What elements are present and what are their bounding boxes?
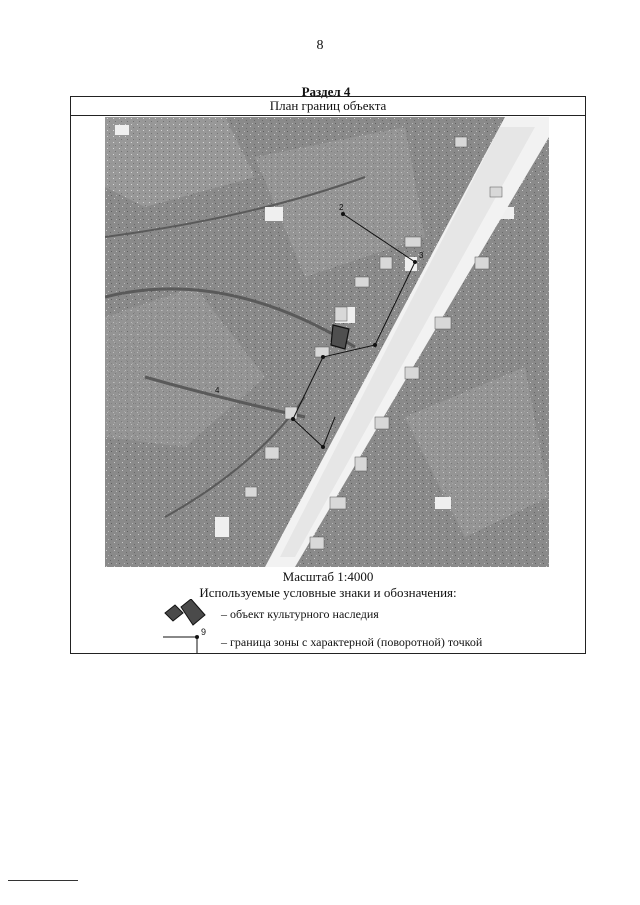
section-title: Раздел 4 <box>301 84 351 99</box>
legend-label-heritage: – объект культурного наследия <box>221 606 379 621</box>
boundary-map <box>105 117 549 567</box>
frame-header: План границ объекта <box>71 97 585 116</box>
legend-label-boundary: – граница зоны с характерной (поворотной) точкой <box>221 634 483 649</box>
footnote-divider <box>8 880 78 881</box>
legend-item-heritage <box>161 599 379 629</box>
legend-title: Используемые условные знаки и обозначения: <box>199 585 457 600</box>
legend-item-boundary <box>161 627 482 657</box>
legend-point-number: 9 <box>201 627 207 637</box>
map-point-label: 4 <box>215 386 220 395</box>
page-number: 8 <box>316 38 324 53</box>
map-point-label: 2 <box>339 203 344 212</box>
map-frame <box>70 96 586 654</box>
map-scale: Масштаб 1:4000 <box>282 569 374 584</box>
zone-boundary-point-icon <box>161 627 221 657</box>
map-point-label: 3 <box>419 251 424 260</box>
aerial-map-image <box>105 117 549 567</box>
heritage-object-icon <box>161 599 221 629</box>
